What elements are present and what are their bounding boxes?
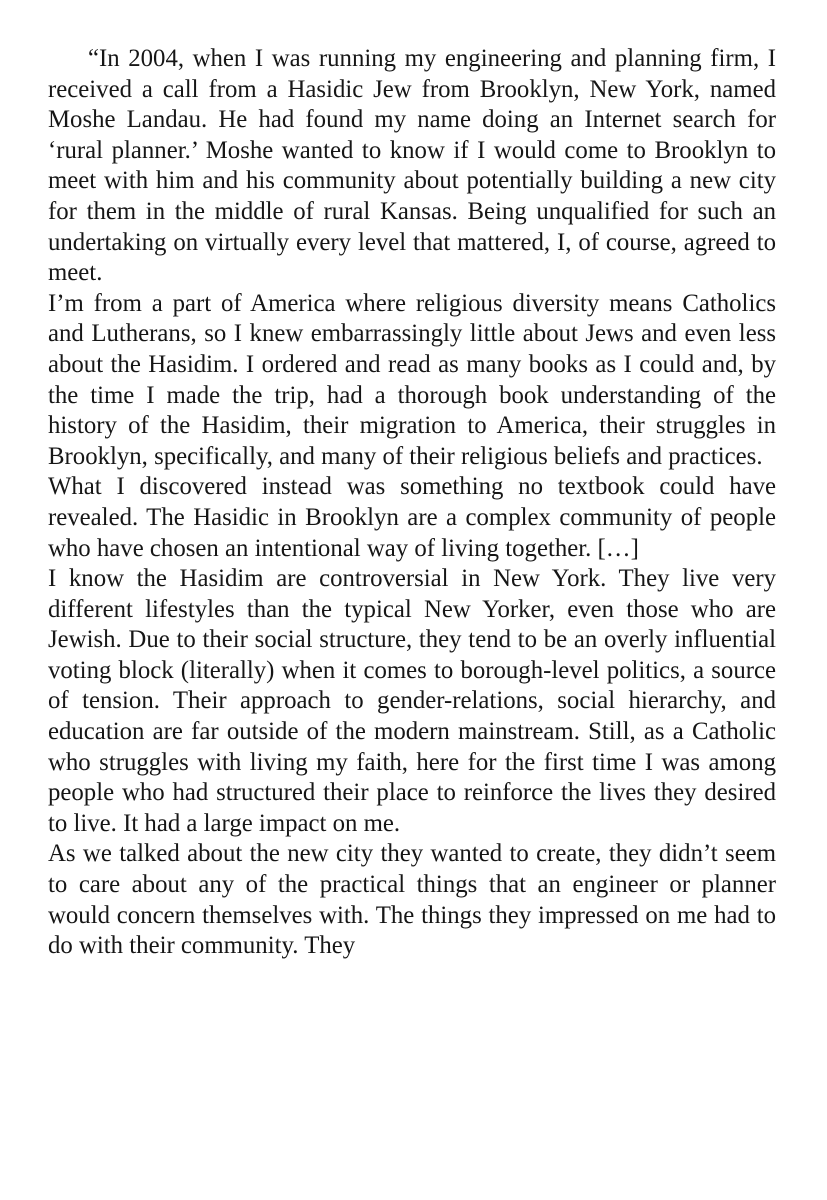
paragraph-opening-2004-call: “In 2004, when I was running my engineering and planning firm, I received a call from a Hasidic Jew from Brooklyn, New York, named Moshe Landau. He had found my name doing an Internet search for ‘rural planner.’ Moshe wanted to know if I would come to Brooklyn to meet with him and his community about potentially building a new city for them in the middle of rural Kansas. Being unqualified for such an undertaking on virtually every level that mattered, I, of course, agreed to meet. [48,45,776,287]
paragraph-religious-background: I’m from a part of America where religious diversity means Catholics and Lutherans, so I knew embarrassingly little about Jews and even less about the Hasidim. I ordered and read as many books as I could and, by the time I made the trip, had a thorough book understanding of the history of the Hasidim, their migration to America, their struggles in Brooklyn, specifically, and many of their religious beliefs and practices. [48,289,776,470]
paragraph-discovery: What I discovered instead was something no textbook could have revealed. The Hasidic in Brooklyn are a complex community of people who have chosen an intentional way of living together. […] [48,473,776,562]
paragraph-new-city-talk: As we talked about the new city they wanted to create, they didn’t seem to care about any of the practical things that an engineer or planner would concern themselves with. The things they impressed on me had to do with their community. They [48,840,776,960]
document-page [48,44,776,962]
paragraph-hasidim-controversy: I know the Hasidim are controversial in New York. They live very different lifestyles than the typical New Yorker, even those who are Jewish. Due to their social structure, they tend to be an overly influential voting block (literally) when it comes to borough-level politics, a source of tension. Their approach to gender-relations, social hierarchy, and education are far outside of the modern mainstream. Still, as a Catholic who struggles with living my faith, here for the first time I was among people who had structured their place to reinforce the lives they desired to live. It had a large impact on me. [48,565,776,837]
